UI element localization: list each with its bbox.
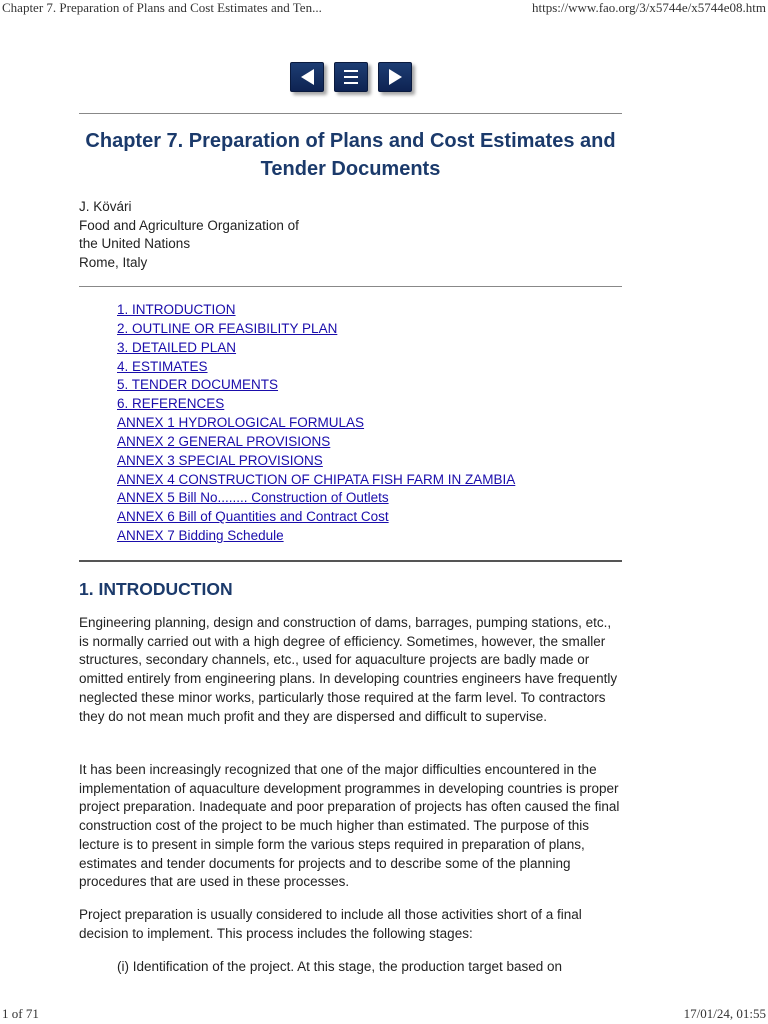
toc-link-detailed-plan[interactable]: 3. DETAILED PLAN <box>117 339 237 355</box>
toc-item <box>117 489 515 508</box>
divider-section <box>79 560 622 562</box>
arrow-right-icon <box>389 69 402 85</box>
paragraph: It has been increasingly recognized that one of the major difficulties encountered in the implementation of aquaculture development programmes in developing countries is proper project preparation. Inadequate and poor preparation of projects has often caused the final construction cost of the project to be much higher than estimated. The purpose of this lecture is to present in simple form the various steps required in preparation of plans, estimates and tender documents for projects and to describe some of the planning procedures that are used in these processes. <box>79 762 620 890</box>
toc-link-annex-3[interactable]: ANNEX 3 SPECIAL PROVISIONS <box>117 452 323 468</box>
toc-link-estimates[interactable]: 4. ESTIMATES <box>117 358 208 374</box>
author-name: J. Kövári <box>79 199 132 214</box>
section-heading: 1. INTRODUCTION <box>79 579 233 599</box>
author-org-line2: the United Nations <box>79 236 191 252</box>
next-page-button[interactable] <box>378 62 412 92</box>
divider-toc <box>79 286 622 287</box>
toc-link-outline-plan[interactable]: 2. OUTLINE OR FEASIBILITY PLAN <box>117 320 338 336</box>
toc-item <box>117 376 515 395</box>
toc-link-introduction[interactable]: 1. INTRODUCTION <box>117 302 236 317</box>
print-header-title: Chapter 7. Preparation of Plans and Cost Estimates and Ten... <box>2 0 322 15</box>
previous-page-button[interactable] <box>290 62 324 92</box>
toc-item <box>117 320 515 339</box>
toc-item <box>117 395 515 414</box>
print-header <box>0 0 768 20</box>
table-of-contents <box>117 301 515 546</box>
toc-item <box>117 301 515 320</box>
chapter-title: Chapter 7. Preparation of Plans and Cost Estimates and Tender Documents <box>85 130 616 180</box>
toc-link-tender-documents[interactable]: 5. TENDER DOCUMENTS <box>117 377 279 393</box>
paragraph: Project preparation is usually considered to include all those activities short of a final decision to implement. This process includes the following stages: <box>79 907 582 941</box>
toc-item <box>117 508 515 527</box>
arrow-left-icon <box>301 69 314 85</box>
divider-top <box>79 113 622 114</box>
toc-item <box>117 358 515 377</box>
author-block <box>79 198 299 273</box>
print-timestamp: 17/01/24, 01:55 <box>683 1006 766 1021</box>
stage-item: (i) Identification of the project. At this stage, the production target based on <box>117 959 563 974</box>
table-of-contents-button[interactable] <box>334 62 368 92</box>
author-location: Rome, Italy <box>79 255 148 271</box>
author-org-line1: Food and Agriculture Organization of <box>79 217 299 233</box>
table-of-contents-icon <box>344 70 358 84</box>
paragraph: Engineering planning, design and construction of dams, barrages, pumping stations, etc., is normally carried out with a high degree of efficiency. Sometimes, however, the smaller structures, secondary channels, etc., used for aquaculture projects are badly made or omitted entirely from engineering plans. In developing countries engineers have frequently neglected these minor works, particularly those required at the farm level. To contractors they do not mean much profit and they are dispersed and difficult to supervise. <box>79 615 618 724</box>
toc-link-annex-2[interactable]: ANNEX 2 GENERAL PROVISIONS <box>117 433 331 449</box>
toc-link-references[interactable]: 6. REFERENCES <box>117 396 225 412</box>
print-footer <box>0 1004 768 1024</box>
toc-link-annex-1[interactable]: ANNEX 1 HYDROLOGICAL FORMULAS <box>117 415 365 431</box>
toc-item <box>117 433 515 452</box>
print-header-url: https://www.fao.org/3/x5744e/x5744e08.htm <box>532 0 766 15</box>
toc-item <box>117 527 515 546</box>
toc-item <box>117 452 515 471</box>
toc-item <box>117 414 515 433</box>
toc-link-annex-6[interactable]: ANNEX 6 Bill of Quantities and Contract Cost <box>117 509 389 525</box>
toc-link-annex-7[interactable]: ANNEX 7 Bidding Schedule <box>117 528 284 544</box>
toc-item <box>117 471 515 490</box>
toc-link-annex-5[interactable]: ANNEX 5 Bill No........ Construction of Outlets <box>117 490 389 506</box>
toc-item <box>117 339 515 358</box>
page-count: 1 of 71 <box>2 1006 39 1021</box>
toc-link-annex-4[interactable]: ANNEX 4 CONSTRUCTION OF CHIPATA FISH FARM IN ZAMBIA <box>117 471 516 487</box>
